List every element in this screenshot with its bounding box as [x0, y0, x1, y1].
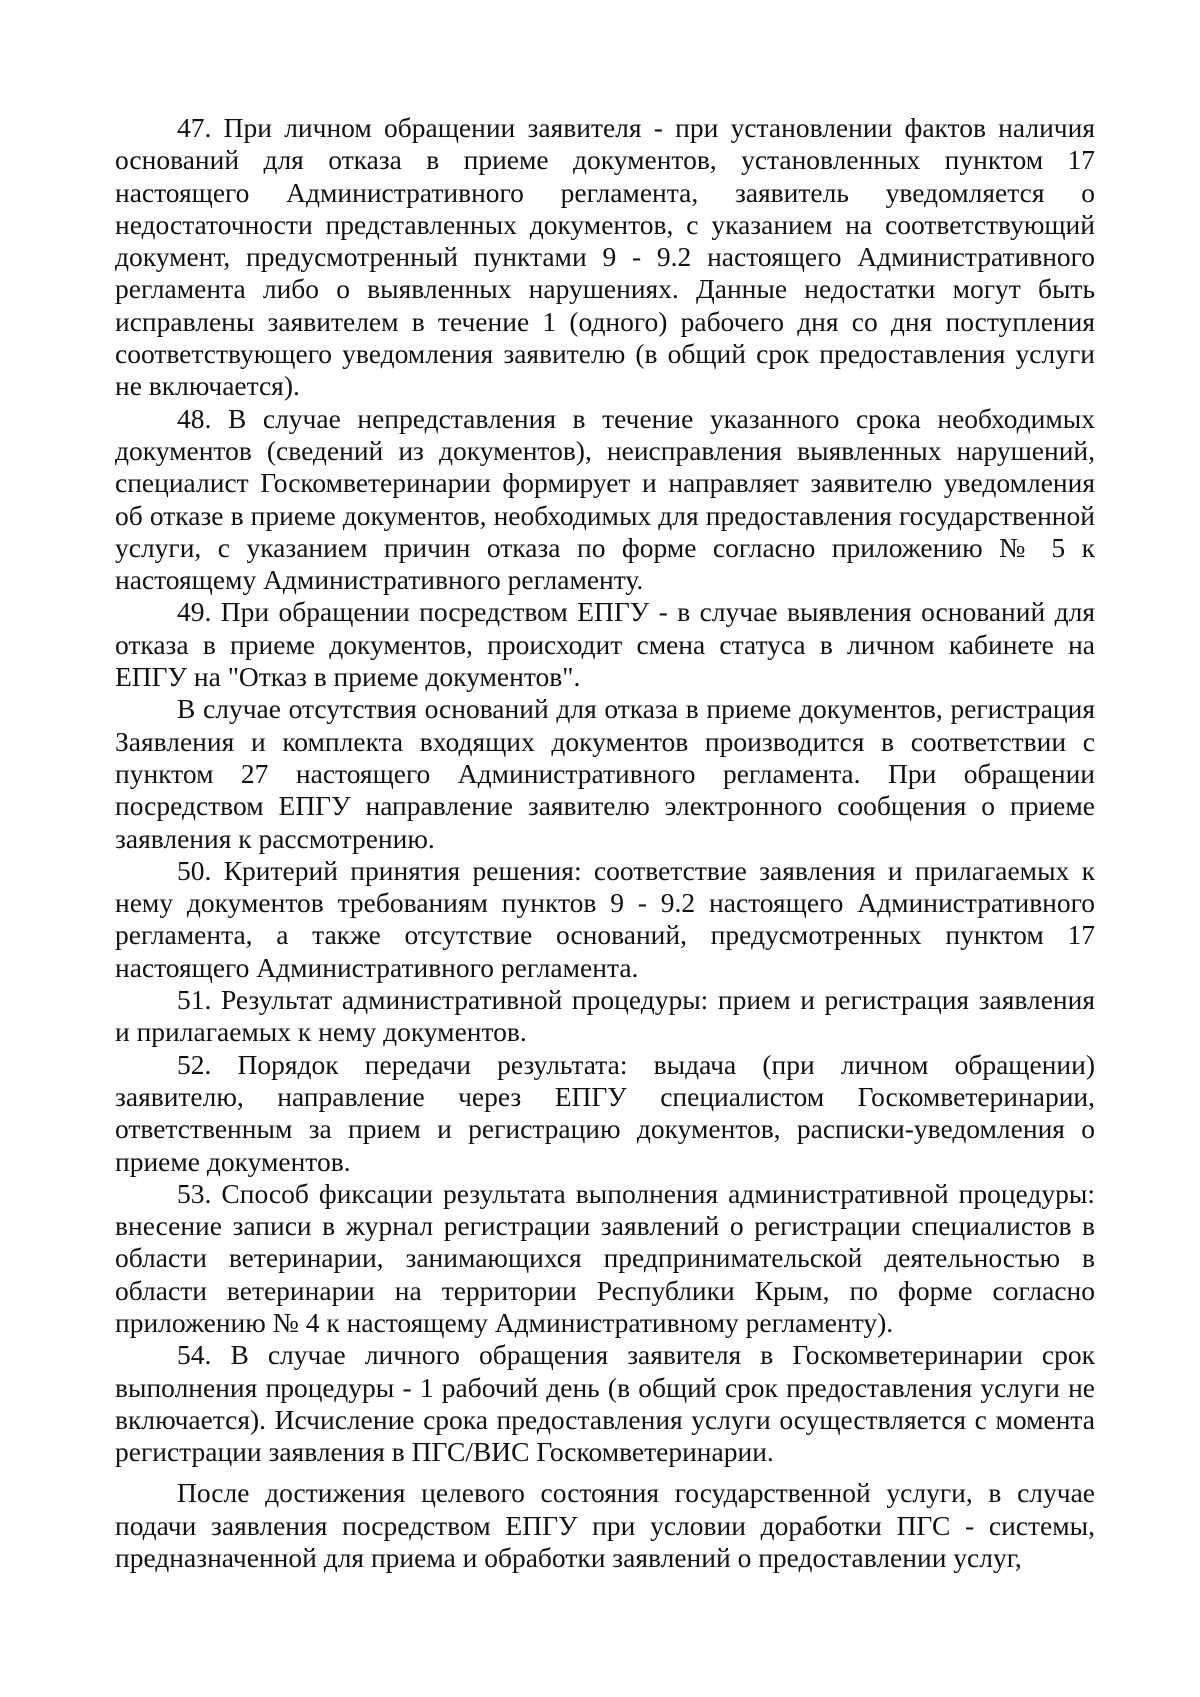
paragraph-49-continued: В случае отсутствия оснований для отказа в приеме документов, регистрация Заявления и комплекта входящих документов производится в соответствии с пунктом 27 настоящего Административного регламента. При обращении посредством ЕПГУ направление заявителю электронного сообщения о приеме заявления к рассмотрению.: [115, 693, 1095, 854]
paragraph-54-continued: После достижения целевого состояния государственной услуги, в случае подачи заявления посредством ЕПГУ при условии доработки ПГС - системы, предназначенной для приема и обработки заявлений о предоставлении услуг,: [115, 1477, 1095, 1574]
paragraph-53: 53. Способ фиксации результата выполнения административной процедуры: внесение записи в журнал регистрации заявлений о регистрации специалистов в области ветеринарии, занимающихся предпринимательской деятельностью в области ветеринарии на территории Республики Крым, по форме согласно приложению № 4 к настоящему Административному регламенту).: [115, 1177, 1095, 1338]
paragraph-52: 52. Порядок передачи результата: выдача (при личном обращении) заявителю, направление через ЕПГУ специалистом Госкомветеринарии, ответственным за прием и регистрацию документов, расписки-уведомления о приеме документов.: [115, 1048, 1095, 1177]
paragraph-48: 48. В случае непредставления в течение указанного срока необходимых документов (сведений из документов), неисправления выявленных нарушений, специалист Госкомветеринарии формирует и направляет заявителю уведомления об отказе в приеме документов, необходимых для предоставления государственной услуги, с указанием причин отказа по форме согласно приложению № 5 к настоящему Административного регламенту.: [115, 402, 1095, 596]
paragraph-49: 49. При обращении посредством ЕПГУ - в случае выявления оснований для отказа в приеме документов, происходит смена статуса в личном кабинете на ЕПГУ на "Отказ в приеме документов".: [115, 596, 1095, 693]
paragraph-54: 54. В случае личного обращения заявителя в Госкомветеринарии срок выполнения процедуры - 1 рабочий день (в общий срок предоставления услуги не включается). Исчисление срока предоставления услуги осуществляется с момента регистрации заявления в ПГС/ВИС Госкомветеринарии.: [115, 1339, 1095, 1468]
paragraph-47: 47. При личном обращении заявителя - при установлении фактов наличия оснований для отказа в приеме документов, установленных пунктом 17 настоящего Административного регламента, заявитель уведомляется о недостаточности представленных документов, с указанием на соответствующий документ, предусмотренный пунктами 9 - 9.2 настоящего Административного регламента либо о выявленных нарушениях. Данные недостатки могут быть исправлены заявителем в течение 1 (одного) рабочего дня со дня поступления соответствующего уведомления заявителю (в общий срок предоставления услуги не включается).: [115, 112, 1095, 402]
paragraph-51: 51. Результат административной процедуры: прием и регистрация заявления и прилагаемых к нему документов.: [115, 984, 1095, 1048]
document-page: [115, 112, 1095, 1574]
paragraph-50: 50. Критерий принятия решения: соответствие заявления и прилагаемых к нему документов требованиям пунктов 9 - 9.2 настоящего Административного регламента, а также отсутствие оснований, предусмотренных пунктом 17 настоящего Административного регламента.: [115, 854, 1095, 983]
